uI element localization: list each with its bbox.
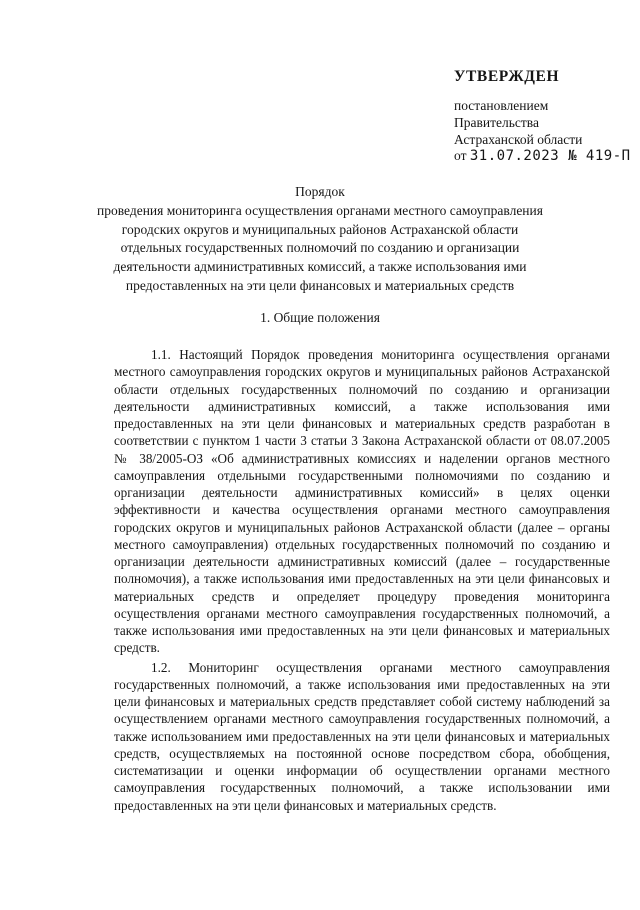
approval-heading: УТВЕРЖДЕН bbox=[454, 68, 560, 85]
date-prefix: от bbox=[454, 148, 467, 163]
approval-block bbox=[454, 97, 582, 148]
approval-line: постановлением bbox=[454, 98, 549, 113]
title-line: Порядок bbox=[295, 184, 345, 199]
title-line: проведения мониторинга осуществления органами местного самоуправления bbox=[97, 202, 543, 218]
approval-date bbox=[454, 148, 631, 164]
approval-line: Правительства bbox=[454, 115, 539, 130]
title-line: отдельных государственных полномочий по созданию и организации bbox=[120, 240, 520, 256]
paragraph: 1.1. Настоящий Порядок проведения мониторинга осуществления органами местного самоуправления городских округов и муниципальных районов Астраханской области отдельных государственных полномочий по созданию и организации деятельности административных комиссий, а также использования ими предоставленных на эти цели финансовых и материальных средств разработан в соответствии с пунктом 1 части 3 статьи 3 Закона Астраханской области от 08.07.2005 № 38/2005-ОЗ «Об административных комиссиях и наделении органов местного самоуправления отдельными государственными полномочиями по созданию и организации деятельности административных комиссий» в целях оценки эффективности и качества осуществления органами местного самоуправления городских округов и муниципальных районов Астраханской области (далее – органы местного самоуправления) отдельных государственных полномочий по созданию и организации деятельности административных комиссий (далее – государственные полномочия), а также использования ими предоставленных на эти цели финансовых и материальных средств и определяет процедуру проведения мониторинга осуществления органами местного самоуправления государственных полномочий, а также использования ими предоставленных на эти цели финансовых и материальных средств. bbox=[114, 347, 610, 656]
title-line: деятельности административных комиссий, а также использования ими bbox=[113, 259, 527, 275]
title-line: предоставленных на эти цели финансовых и материальных средств bbox=[125, 277, 515, 293]
paragraph: 1.2. Мониторинг осуществления органами местного самоуправления государственных полномочий, а также использования ими предоставленных на эти цели финансовых и материальных средств представляет собой систему наблюдений за осуществлением органами местного самоуправления государственных полномочий, а также использованием ими предоставленных на эти цели финансовых и материальных средств, осуществляемых на постоянной основе посредством сбора, обобщения, систематизации и оценки информации об осуществлении органами местного самоуправления государственных полномочий, а также использовании ими предоставленных на эти цели финансовых и материальных средств. bbox=[114, 659, 610, 813]
section-body bbox=[114, 346, 610, 816]
section-heading: 1. Общие положения bbox=[260, 310, 380, 325]
date-value: 31.07.2023 № 419-П bbox=[469, 148, 631, 164]
title-line: городских округов и муниципальных районов Астраханской области bbox=[121, 221, 519, 237]
document-title bbox=[95, 183, 545, 296]
approval-line: Астраханской области bbox=[454, 132, 583, 147]
